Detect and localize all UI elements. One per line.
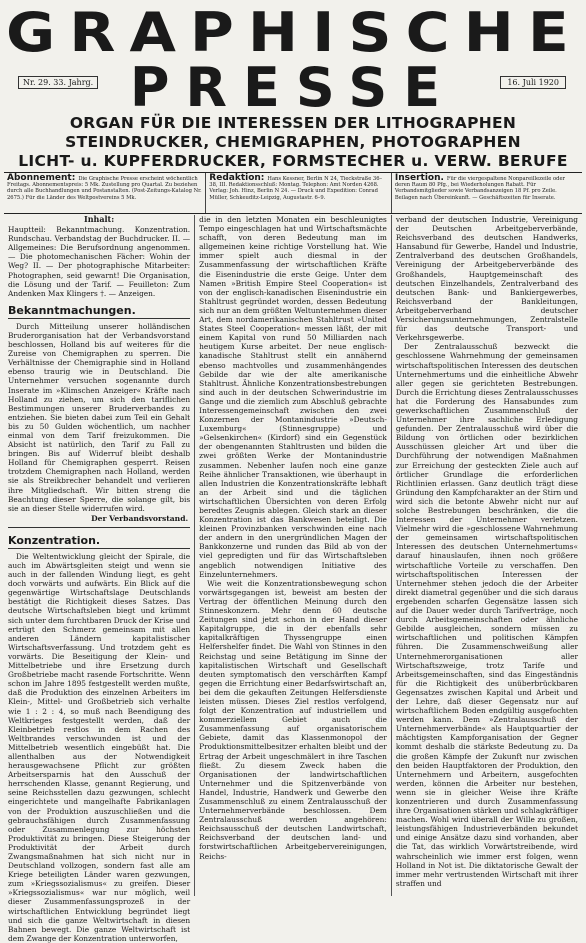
konzentration-col3-text-b: Der Zentralausschuß bezweckt die geschlossene Wahrnehmung der gemeinsamen wirtschaftspolitischen Interessen des deutschen Unternehmertums und die einheitliche Abwehr aller gegen sie gerichteten Bestrebungen. Durch die Errichtung dieses Zentralausschusses hat die Forderung des Hansabundes zum gewerkschaftlichen Zusammenschluß der Unternehmer ihre sachliche Erledigung gefunden. Der Zentralausschuß wird über die Bildung von örtlichen oder bezirklichen Ausschüssen gleicher Art und über die Durchführung der notwendigen Maßnahmen zur Erreichung der gesteckten Ziele auch auf örtlicher Grundlage die erforderlichen Richtlinien erlassen. Ganz deutlich trägt diese Gründung den Kampfcharakter an der Stirn und wird sich die betonte Abwehr nicht nur auf solche Bestrebungen beschränken, die die Interessen der Unternehmer verletzen. Vielmehr wird die »geschlossene Wahrnehmung der gemeinsamen wirtschaftspolitischen Interessen des deutschen Unternehmertums« darauf hinauslaufen, ihnen noch größere wirtschaftliche Vorteile zu verschaffen. Den wirtschaftspolitischen Interessen der Unternehmer stehen jedoch die der Arbeiter direkt diametral gegenüber und die sich daraus ergebenden scharfen Gegensätze lassen sich auf die Dauer weder durch Tarifverträge, noch durch Arbeitsgemeinschaften oder ähnliche Gebilde ausgleichen, sondern müssen zu wirtschaftlichen und politischen Kämpfen führen. Die Zusammenschweißung aller Unternehmerorganisationen aller Wirtschaftszweige, trotz Tarife und Arbeitsgemeinschaften, sind das Eingeständnis für die Richtigkeit des unüberbrückbaren Gegensatzes zwischen Kapital und Arbeit und der Lehre, daß dieser Gegensatz nur auf wirtschaftlichem Boden endgültig ausgefochten werden kann. Dem »Zentralausschuß der Unternehmerverbände« als Hauptquartier der mächtigsten Kampforganisation der Gegner kommt deshalb die stärkste Bedeutung zu. Da die großen Kämpfe der Zukunft nur zwischen den beiden Hauptfaktoren der Produktion, den Unternehmern und Arbeitern, ausgefochten werden, können die Arbeiter nur bestehen, wenn sie in gleicher Weise ihre Kräfte konzentrieren und durch Zusammenfassung ihre Organisationen stärken und schlagkräftiger machen. Wohl wird überall der Wille zu großen, leistungsfähigen Industrieverbänden bekundet und einige Ansätze dazu sind vorhanden, aber die Tat, das wirklich Vorwärtstreibende, wird wahrscheinlich wie immer erst folgen, wenn Holland in Not ist. Die diktatorische Gewalt der immer mehr vertrustenden Wirtschaft mit ihrer straffen und	[395, 342, 578, 888]
inhalt-heading: Inhalt:	[83, 214, 115, 224]
column-2	[195, 215, 392, 896]
info-bar	[4, 172, 582, 214]
konzentration-heading: Konzentration.	[8, 534, 190, 549]
redaktion-box	[206, 173, 392, 213]
subtitle-line3: LICHT- u. KUPFERDRUCKER, FORMSTECHER u. VERW. BERUFE	[18, 152, 568, 170]
redaktion-label: Redaktion:	[209, 173, 265, 183]
bekanntmachung-text: Durch Mitteilung unserer holländischen Bruderorganisation hat der Verbandsvorstand beschlossen, Holland bis auf weiteres für die Zureise von Chemigraphen zu sperren. Die Verhältnisse der Chemigraphie sind in Holland ebenso traurig wie in Deutschland. Die Unternehmer versuchen sogenannte durch Inserate im »Klimschen Anzeiger« Kräfte nach Holland zu ziehen, um sich den tariflichen Bestimmungen unserer Bruderverbandes zu entziehen. Sie bieten dabei zum Teil ein Gehalt bis zu 50 Gulden wöchentlich, um nachher einmal von dem Tarif freizukommen. Die Absicht ist natürlich, den Tarif zu Fall zu bringen. Bis auf Widerruf bleibt deshalb Holland für Chemigraphen gesperrt. Reisen trotzdem Chemigraphen nach Holland, werden sie als Streikbrecher behandelt und verlieren ihre Mitgliedschaft. Wir bitten streng die Beachtung dieser Sperre, die solange gilt, bis sie an dieser Stelle widerrufen wird.	[8, 321, 191, 513]
subtitle-line1: ORGAN FÜR DIE INTERESSEN DER LITHOGRAPHEN	[69, 114, 517, 132]
issue-number: Nr. 29. 33. Jahrg.	[18, 76, 98, 89]
konzentration-col2-text-b: Wie weit die Konzentrationsbewegung schon vorwärtsgegangen ist, beweist am besten der Vertrag der öffentlichen Meinung durch den Stinneskonzern. Mehr denn 60 deutsche Zeitungen sind jetzt schon in der Hand dieser Kapitalgruppe, die in der ebenfalls sehr kapitalkräftigen Thyssengruppe einen Helfershelfer findet. Die Wahl von Stinnes in den Reichstag und seine Betätigung im Sinne der kapitalistischen Wirtschaft und Gesellschaft deuten symptomatisch den verschärften Kampf gegen die Errichtung einer Bedarfswirtschaft an, bei dem die gekauften Zeitungen Helfersdienste leisten müssen. Dieses Ziel restlos verfolgend, folgt der Konzentration auf industriellem und kommerziellem Gebiet auch die Zusammenfassung auf organisatorischem Gebiete, damit das Klassenmonopol der Produktionsmittelbesitzer erhalten bleibt und der Ertrag der Arbeit ungeschmälert in ihre Taschen fließt. Zu diesem Zweck haben die Organisationen der landwirtschaftlichen Unternehmer und die Spitzenverbände von Handel, Industrie, Handwerk und Gewerbe den Zusammenschluß zu einem Zentralausschuß der Unternehmerverbände beschlossen. Dem Zentralausschuß werden angehören: Reichsausschuß der deutschen Landwirtschaft, Reichsverband der deutschen land- und forstwirtschaftlichen Arbeitgebervereinigungen, Reichs-	[199, 578, 387, 861]
konzentration-col2-text-a: die in den letzten Monaten ein beschleunigtes Tempo eingeschlagen hat und Wirtschaftsmächte schafft, von deren Bedeutung man im allgemeinen keine richtige Vorstellung hat. Wie immer spielt auch diesmal in der Zusammenfassung der wirtschaftlichen Kräfte die Eisenindustrie die erste Geige. Unter dem Namen »British Empire Steel Cooperation« ist von der englisch-kanadischen Eisenindustrie ein Stahltrust gegründet worden, dessen Bedeutung sich nur an dem größten Weltunternehmen dieser Art, dem nordamerikanischen Stahltrust »United States Steel Cooperation« messen läßt, der mit einem Kapital von rund 50 Milliarden nach heutigem Kurse arbeitet. Der neue englisch-kanadische Stahltrust stellt ein annähernd ebenso machtvolles und zusammenhängendes Gebilde dar wie der alte amerikanische Stahltrust. Ähnliche Konzentrationsbestrebungen sind auch in der deutschen Schwerindustrie im Gange und die ziemlich zum Abschluß gebrachte Interessengemeinschaft zwischen den zwei Konzernen der Montanindustrie »Deutsch-Luxemburg« (Stinnesgruppe) und »Gelsenkirchen« (Kirdorf) sind ein Gegenstück der obengenannten Stahltrusten und bilden die zwei größten Werke der Montanindustrie zusammen. Nebenher laufen noch eine ganze Reihe ähnlicher Transaktionen, wie überhaupt in allen Industrien die Konzentrationskräfte lebhaft an der Arbeit sind und die täglichen wirtschaftlichen Übersichten von deren Erfolg beredtes Zeugnis ablegen. Gleich stark an dieser Konzentration ist das Bankwesen beteiligt. Die kleinen Provinzbanken verschwinden eine nach der andern in den unergründlichen Magen der Bankkonzerne und runden das Bild ab von der viel gepredigten und für das Wirtschaftsleben angeblich notwendigen Initiative des Einzelunternehmers.	[199, 215, 387, 579]
redaktion-text: Hans Kessner, Berlin N 24, Tieckstraße 36–38, III. Redaktionsschluß: Montag. Telephon: Amt Norden 4268. Verlag: Joh. Hinz, Berlin N 24. — Druck und Expedition: Conrad Müller, Schkeuditz-Leipzig, Augustastr. 6–9.	[209, 176, 383, 201]
issue-date: 16. Juli 1920	[500, 76, 566, 89]
bekanntmachung-signature: Der Verbandsvorstand.	[91, 513, 189, 523]
subtitle-line2: STEINDRUCKER, CHEMIGRAPHEN, PHOTOGRAPHEN	[65, 133, 521, 151]
divider	[8, 527, 190, 528]
masthead-title-line1: GRAPHISCHE	[6, 1, 583, 65]
insertion-label: Insertion.	[394, 173, 444, 183]
abonnement-text: Die Graphische Presse erscheint wöchentlich Freitags. Abonnementspreis: 5 Mk. Zustellung pro Quartal. Zu beziehen durch alle Buchhandlungen und Postanstalten. (Post-Zeitungs-Katalog Nr. 2675.) Für die Länder des Weltpostvereins 5 Mk.	[7, 176, 202, 201]
insertion-box	[392, 173, 582, 213]
masthead-title-line2: PRESSE	[129, 56, 457, 119]
bekanntmachung-heading: Bekanntmachungen.	[8, 304, 190, 319]
konzentration-col3-text-a: verband der deutschen Industrie, Vereinigung der Deutschen Arbeitgeberverbände, Reichsverband des deutschen Handwerks, Hansabund für Gewerbe, Handel und Industrie, Zentralverband des deutschen Großhandels, Vereinigung der Arbeitgeberverbände des Großhandels, Hauptgemeinschaft des deutschen Einzelhandels, Zentralverband des deutschen Bank- und Bankiergewerbes, Reichsverband der Bankleitungen, Arbeitgeberverband deutscher Versicherungsunternehmungen, Zentralstelle für das deutsche Transport- und Verkehrsgewerbe.	[395, 215, 578, 343]
masthead-title-row2	[6, 56, 580, 119]
konzentration-col1-text: Die Weltentwicklung gleicht der Spirale, die auch im Abwärtsgleiten steigt und wenn sie auch in der fallenden Windung liegt, es geht doch vorwärts und aufwärts. Ein Blick auf die gegenwärtige Wirtschaftslage Deutschlands bestätigt die Richtigkeit dieses Satzes. Das deutsche Wirtschaftsleben biegt und krümmt sich unter dem furchtbaren Druck der Krise und ertrügt den Schmerz gemeinsam mit allen anderen Ländern kapitalistischer Wirtschaftsverfassung. Und trotzdem geht es vorwärts. Die Beseitigung der Klein- und Mittelbetriebe und ihre Ersetzung durch Großbetriebe macht rasende Fortschritte. Wenn schon im Jahre 1895 festgestellt werden mußte, daß die Produktion des einzelnen Arbeiters im Klein-, Mittel- und Großbetrieb sich verhalte wie 1 : 2 : 4, so muß nach Beendigung des Weltkrieges festgestellt werden, daß der Kleinbetrieb restlos in dem Rachen des Weltbrandes verschwunden ist und der Mittelbetrieb wesentlich eingebüßt hat. Die allenthalben aus der Notwendigkeit herausgewachsene Pflicht zur größten Arbeitsersparnis hat den Ausschuß der herrschenden Klasse, genannt Regierung, und seine Reichsstellen dazu gezwungen, schlecht eingerichtete und mangelhafte Fabrikanlagen von der Produktion auszuschließen und die gebrauchsfähigen durch Zusammenfassung oder Zusammenlegung zur höchsten Produktivität zu bringen. Diese Steigerung der Produktivität der Arbeit durch Zwangsmaßnahmen hat sich nicht nur in Deutschland vollzogen, sondern fast alle am Kriege beteiligten Länder waren gezwungen, zum »Kriegssozialismus« zu greifen. Dieser »Kriegssozialismus« war nur möglich, weil dieser Zusammenfassungsprozeß in der wirtschaftlichen Entwicklung begründet liegt und sich die ganze Weltwirtschaft in diesen Bahnen bewegt. Die ganze Weltwirtschaft ist dem Zwange der Konzentration unterworfen,	[8, 551, 191, 943]
column-1	[4, 214, 195, 943]
inhalt-text: Hauptteil: Bekanntmachung. Konzentration. Rundschau. Verbandstag der Buchdrucker. II. — Allgemeines: Die Berufsordnung angenommen. — Die photomechanischen Fächer: Wohin der Weg? II. — Der photographische Mitarbeiter: Photographen, seid gewarnt! Die Organisation, die Lösung und der Tarif. — Feuilleton: Zum Andenken Max Klingers †. — Anzeigen.	[8, 225, 191, 298]
masthead	[6, 1, 583, 171]
abonnement-box	[4, 173, 206, 213]
insertion-text: Für die viergespaltene Nonpareillezeile oder deren Raum 80 Pfg., bei Wiederholungen Rabatt. Für Verbandsmitglieder sowie Verbandsanzeigen 18 Pf. pro Zeile. Beilagen nach Übereinkunft. — Geschäftszeiten für Inserate.	[394, 176, 566, 201]
column-3	[392, 215, 582, 896]
article-columns	[4, 214, 582, 943]
abonnement-label: Abonnement:	[7, 173, 76, 183]
